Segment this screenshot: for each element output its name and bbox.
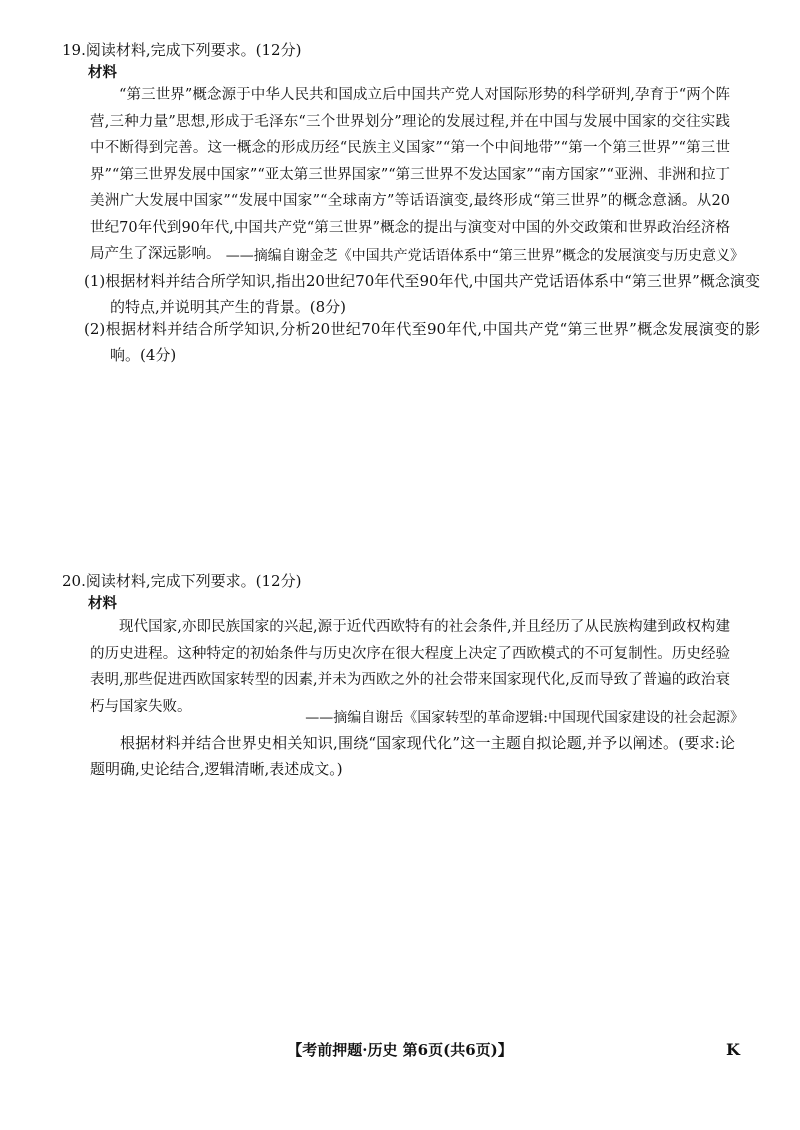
question-20-source: ——摘编自谢岳《国家转型的革命逻辑:中国现代国家建设的社会起源》 xyxy=(305,710,744,726)
question-19-title: 19.阅读材料,完成下列要求。(12分) xyxy=(62,41,302,59)
question-20-title: 20.阅读材料,完成下列要求。(12分) xyxy=(62,572,302,590)
question-19-source: ——摘编自谢金芝《中国共产党话语体系中“第三世界”概念的发展演变与历史意义》 xyxy=(225,248,744,264)
question-20-material-label: 材料 xyxy=(88,596,117,612)
question-19-subquestion-2: (2)根据材料并结合所学知识,分析20世纪70年代至90年代,中国共产党“第三世界”概念发展演变的影响。(4分) xyxy=(84,320,760,364)
question-19-subquestion-1: (1)根据材料并结合所学知识,指出20世纪70年代至90年代,中国共产党话语体系中“第三世界”概念演变的特点,并说明其产生的背景。(8分) xyxy=(84,272,760,316)
version-mark: K xyxy=(726,1040,740,1059)
question-20-material: 现代国家,亦即民族国家的兴起,源于近代西欧特有的社会条件,并且经历了从民族构建到政权构建的历史进程。这种特定的初始条件与历史次序在很大程度上决定了西欧模式的不可复制性。历史经验表明,那些促进西欧国家转型的因素,并未为西欧之外的社会带来国家现代化,反而导致了普遍的政治衰朽与国家失败。 xyxy=(90,619,730,715)
question-19-material: “第三世界”概念源于中华人民共和国成立后中国共产党人对国际形势的科学研判,孕育于“两个阵营,三种力量”思想,形成于毛泽东“三个世界划分”理论的发展过程,并在中国与发展中国家的交往实践中不断得到完善。这一概念的形成历经“民族主义国家”“第一个中间地带”“第一个第三世界”“第三世界”“第三世界发展中国家”“亚太第三世界国家”“第三世界不发达国家”“南方国家”“亚洲、非洲和拉丁美洲广大发展中国家”“发展中国家”“全球南方”等话语演变,最终形成“第三世界”的概念意涵。从20世纪70年代到90年代,中国共产党“第三世界”概念的提出与演变对中国的外交政策和世界政治经济格局产生了深远影响。 xyxy=(90,87,730,262)
question-20-prompt: 根据材料并结合世界史相关知识,围绕“国家现代化”这一主题自拟论题,并予以阐述。(要求:论题明确,史论结合,逻辑清晰,表述成文。) xyxy=(90,734,735,778)
question-19-material-label: 材料 xyxy=(88,65,117,81)
page-footer: 【考前押题·历史 第6页(共6页)】 xyxy=(287,1041,513,1059)
